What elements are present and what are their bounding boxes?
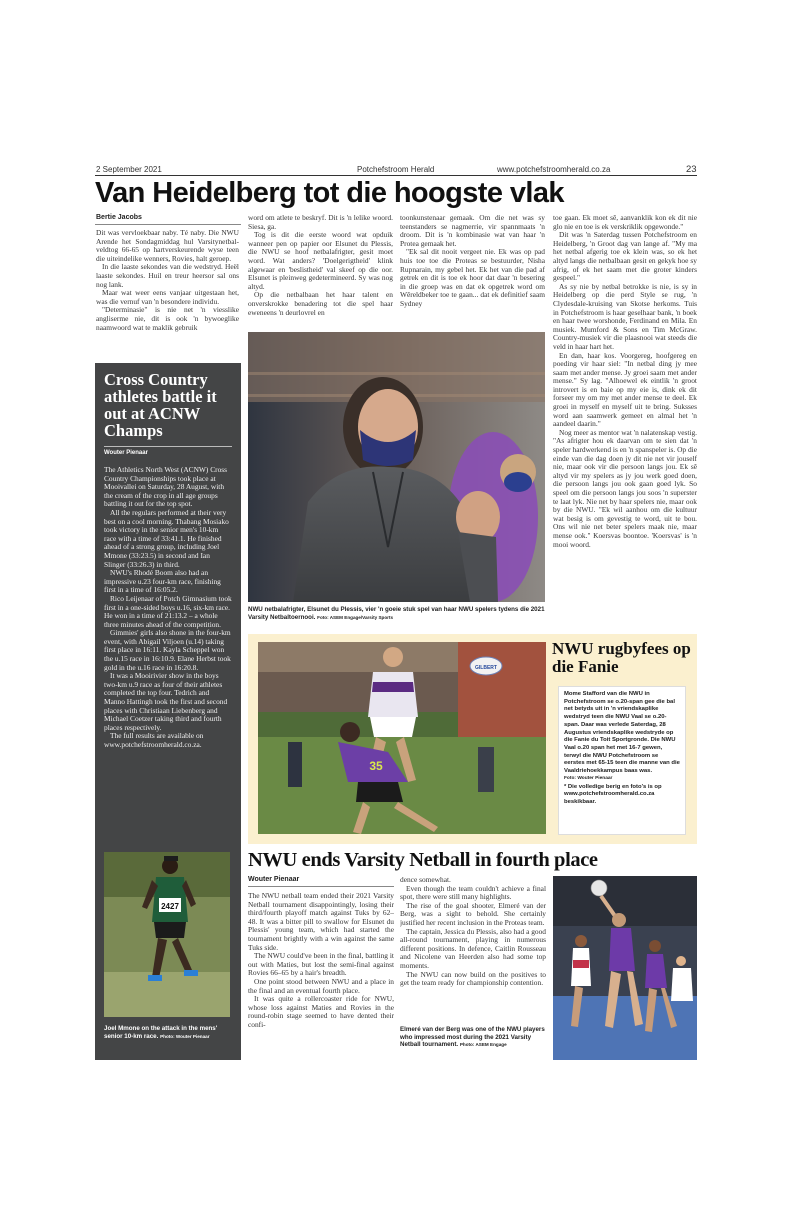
issue-date: 2 September 2021 (96, 165, 162, 174)
rugby-jersey-number: 35 (369, 759, 383, 773)
runner-photo-caption (104, 1025, 232, 1040)
lead-col4-para: En dan, haar kos. Voorgereg, hoofgereg en poeding vir haar siel: "In netbal ding jy mee saam met ander mense. Jy groei saam met ander mense." Sy lag. "Alhoewel ek eintlik 'n groot introvert is en baie op my eie is, dink ek dit forseer my om my met ander mense te deel. Ek groei in myself en myself uit te bring. Suksses word aan saamwerk gemeet en almal het 'n aandeel daarin." (553, 350, 697, 429)
netball-col2-para: The NWU can now build on the positives to get the team ready for championship contention. (400, 969, 546, 988)
lead-col3-para: toonkunstenaar gemaak. Om die net was sy teenstanders se nagmerrie, vir spannmaats 'n droom. Dit is 'n kombinasie wat van haar 'n Protea gemaak het. (400, 214, 545, 248)
runner-photo-image (104, 852, 230, 1017)
rugby-footnote: * Die volledige berig en foto's is op www.potchefstroomherald.co.za beskikbaar. (564, 783, 662, 806)
coach-photo-caption (248, 606, 546, 621)
lead-col1-para: Maar wat weer eens vanjaar uitgestaan het, was die vernuf van 'n besondere individu. (96, 288, 239, 306)
netball-photo-image (553, 876, 697, 1060)
lead-column-2 (248, 214, 393, 332)
lead-col2-para: Tog is dit die eerste woord wat opduik wanneer pen op papier oor Elsunet du Plessis, die NWU se hoof netbalafrigter, gesit moet word. Wat anders? 'Doelgerigtheid' klink algewaar en 'beslistheid' val skeef op die oor. Elsunet is pleinweg gedetermineerd. Sy was nog altyd. (248, 230, 393, 291)
lead-col4-para: Dit was 'n Saterdag tussen Potchefstroom en Heidelberg, 'n Groot dag van lange af. "My ma het netbal afgerig toe ek klein was, so ek het altyd langs die netbalbaan gesit en gekyk hoe sy afrig, of ek het saam met die groter kinders gespeel." (553, 230, 697, 283)
coach-photo-caption-text: NWU netbalafrigter, Elsunet du Plessis, vier 'n goeie stuk spel van haar NWU spelers tydens die 2021 Varsity Netbaltoernooi. (248, 606, 545, 621)
lead-col1-para: Dit was vervloekbaar naby. Té naby. Die NWU Arende het Sondagmiddag hul Varsitynetbal-veldtog 66-65 op hartverskeurende wyse teen die uiteindelike wenners, Rovies, halt geroep. (96, 229, 239, 263)
netball-byline: Wouter Pienaar (248, 876, 300, 883)
folio-rule (95, 175, 697, 176)
lead-col4-para: Nog meer as mentor wat 'n nalatenskap vestig. "As afrigter hou ek daarvan om te sien dat 'n speler hardwerkend is en 'n spanspeler is. Op die einde van die dag doen jy dit nie net vir jouself nie, maar ook vir die persoon langs jou. Ek sê altyd vir my spelers as jy jou werk goed doen, die persoon langs jou ook gaan goed lyk. So speel om die persoon langs jou soos 'n superster te laat lyk. Nie net by haar spelers nie, maar ook by die NWU. "Ek wil aanhou om die kultuur wat besig is om gevestig te word, uit te bou. Ons wil nie net beter spelers maak nie, maar mense ook." Koersvas boontoe. 'Koersvas' is 'n mooi woord. (553, 427, 697, 549)
netball-photo (553, 876, 697, 1060)
netball-photo-caption-text: Elmeré van der Berg was one of the NWU players who impressed most during the 2021 Varsity Netball tournament. (400, 1026, 545, 1049)
netball-column-1 (248, 892, 394, 1062)
website-url[interactable]: www.potchefstroomherald.co.za (497, 165, 611, 174)
lead-headline: Van Heidelberg tot die hoogste vlak (95, 177, 564, 209)
lead-byline: Bertie Jacobs (96, 214, 142, 221)
sidebar-body (104, 466, 232, 846)
paper-name: Potchefstroom Herald (357, 165, 435, 174)
sidebar-para: All the regulars performed at their very best on a cool morning. Thabang Mosiako took victory in the senior men's 10-km race with a time of 33:41.1. He finished ahead of a strong group, including Joel Mmone (33:23.5) in second and Ian Slinger (33:26.3) in third. (104, 507, 229, 569)
lead-col4-para: As sy nie by netbal betrokke is nie, is sy in Heidelberg op die perd Style se rug, 'n Clydesdale-kruising van Skotse herkoms. Tuis in Potchefstroom is haar geselhaar bank, 'n boek en haar twee worshonde, Ferdinand en Mila. En musiek. Mumford & Sons en Tim McGraw. Country-musiek vir die plaasnooi wat steeds die veld in haar hart het. (553, 281, 697, 351)
rugby-title: NWU rugbyfees op die Fanie (552, 639, 691, 676)
rugby-photo (258, 642, 546, 834)
netball-photo-credit: Photo: ASEM Engage (459, 1042, 507, 1048)
page-number: 23 (686, 164, 697, 175)
runner-photo (104, 852, 230, 1017)
sidebar-byline: Wouter Pienaar (104, 450, 148, 456)
coach-photo-credit: Foto: ASEM Engage/Varsity Sports (317, 614, 394, 620)
sidebar-para: The Athletics North West (ACNW) Cross Country Championships took place at Mooivallei on Saturday, 28 August, with the cream of the crop in all age groups battling it out for the top spot. (104, 466, 228, 509)
rugby-photo-image (258, 642, 546, 834)
netball-col2-para: The rise of the goal shooter, Elmeré van der Berg, was a sight to behold. She certainly justified her recent inclusion in the Proteas team. (400, 900, 546, 927)
runner-photo-caption-text: Joel Mmone on the attack in the mens' senior 10-km race. (104, 1025, 218, 1040)
sidebar-title: Cross Country athletes battle it out at ACNW Champs (104, 370, 217, 440)
netball-column-2 (400, 876, 546, 1021)
netball-headline: NWU ends Varsity Netball in fourth place (248, 849, 598, 871)
netball-col2-para: dence somewhat. (400, 876, 451, 884)
netball-col1-para: The NWU netball team ended their 2021 Varsity Netball tournament disappointingly, losing their third/fourth playoff match against Tuks by 62–48. It was a bitter pill to swallow for Elsunet du Plessis' young team, which had started the tournament brightly with a win against the same Tuks side. (248, 892, 394, 952)
lead-col1-para: "Determinasie" is nie net 'n viesslike angliserme nie, dit is ook 'n bywoeglike naamwoord wat te maklik gebruik (96, 305, 239, 332)
lead-col3-para: "Ek sal dit nooit vergeet nie. Ek was op pad huis toe toe die Proteas se bestuurder, Nisha Rupnarain, my gebel het. Ek het van die pad af getrek en dit is toe ek hoor dat daar 'n besering in die groep was en dat ek opgetrek word om Wêreldbeker toe te gaan... dat ek definitief saam Sydney (400, 247, 545, 308)
sidebar-para: The full results are available on www.potchefstroomherald.co.za. (104, 731, 204, 749)
runner-bib-number: 2427 (161, 902, 179, 911)
coach-photo (248, 332, 545, 602)
lead-col2-para: word om atlete te beskryf. Dit is 'n lelike woord. Siesa, ga. (248, 214, 393, 231)
rugby-body: Mome Stafford van die NWU in Potchefstroom se o.20-span gee die bal net betyds uit in 'n vriendskaplike wedstryd teen die NWU Vaal se o.20-span. Daar was verlede Saterdag, 28 Augustus vriendskaplike wedstryde op die Fanie du Toit Sportgronde. Die NWU Vaal o.20 span het met 16-7 gewen, terwyl die NWU Potchefstroom se eerstes met 65-15 teen die manne van die Vaaldriehoekkampus baas was. (564, 691, 680, 775)
netball-byline-rule (248, 886, 394, 887)
sidebar-rule (104, 446, 232, 447)
lead-col4-para: toe gaan. Ek moet sê, aanvanklik kon ek dit nie glo nie en toe is ek verskriklik opgewonde." (553, 214, 697, 231)
netball-col1-para: One point stood between NWU and a place in the final and an eventual fourth place. (248, 976, 394, 995)
netball-col2-para: The captain, Jessica du Plessis, also had a good all-round tournament, playing in numerous different positions. In defence, Caitlin Rousseau and Nicolene van Heerden also had some top moments. (400, 926, 546, 970)
rugby-textbox (558, 686, 686, 835)
rugby-credit: Foto: Wouter Pienaar (564, 775, 613, 781)
netball-photo-caption (400, 1026, 546, 1049)
netball-col2-para: Even though the team couldn't achieve a final spot, there were still many highlights. (400, 883, 546, 902)
lead-column-3 (400, 214, 545, 326)
netball-col1-para: The NWU could've been in the final, battling it out with Maties, but lost the semi-final against Rovies 66–65 by a hair's breadth. (248, 951, 394, 978)
sidebar-para: NWU's Rhodé Boom also had an impressive u.23 four-km race, finishing first in a time of 16:05.2. (104, 568, 221, 595)
rugby-ball-text: GILBERT (475, 665, 497, 671)
sidebar-para: It was a Mooirivier show in the boys two-km u.9 race as four of their athletes completed the top four. Tedrich and Manno Hattingh took the first and second places with Christiaan Liebenberg and Michael Coetzer taking third and fourth places respectively. (104, 671, 228, 732)
byline-rule (95, 224, 241, 225)
lead-col2-para: Op die netbalbaan het haar talent en onverskrokke benadering tot die spel haar eweneens 'n deurlovrel en (248, 290, 393, 317)
coach-photo-image (248, 332, 545, 602)
lead-column-1 (96, 229, 239, 359)
sidebar-para: Gimmies' girls also shone in the four-km event, with Abigail Viljoen (u.14) taking first place in 16:11. Kayla Scheppel won the u.15 race in 16:10.9. Elane Herbst took gold in the u.16 race in 16:20.8. (104, 628, 231, 672)
lead-column-4 (553, 214, 697, 627)
sidebar-para: Rico Leijenaar of Potch Gimnasium took first in a one-sided boys u.16, six-km race. He won in a time of 21:13.2 – a whole three minutes ahead of the competition. (104, 593, 232, 629)
netball-col1-para: It was quite a rollercoaster ride for NWU, whose loss against Maties and Rovies in the round-robin stage seemed to have dented their confi- (248, 994, 394, 1029)
runner-photo-credit: Photo: Wouter Pienaar (160, 1033, 210, 1039)
lead-col1-para: In die laaste sekondes van die wedstryd. Heël laaste sekondes. Huil en treur heersor sal ons nog lank. (96, 262, 239, 289)
